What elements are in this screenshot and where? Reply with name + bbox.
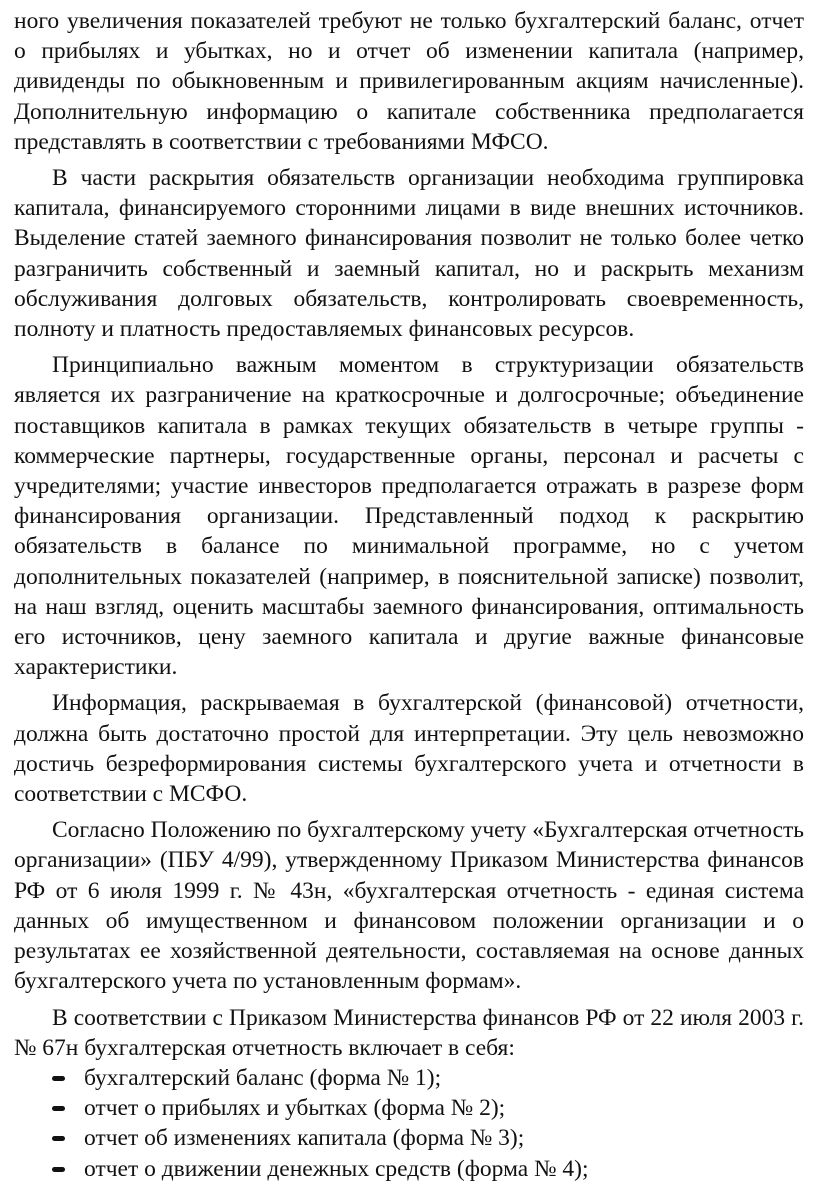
document-page — [14, 6, 804, 1184]
paragraph: В соответствии с Приказом Министерства финансов РФ от 22 июля 2003 г. № 67н бухгалтерская отчетность включает в себя: — [14, 1004, 804, 1061]
report-forms-list — [14, 1063, 804, 1184]
list-item — [52, 1063, 804, 1093]
paragraph: ного увеличения показателей требуют не только бухгалтерский баланс, отчет о прибылях и убытках, но и отчет об изменении капитала (например, дивиденды по обыкновенным и привилегированным акциям начисленные). Дополнительную информацию о капитале собственника предполагается представлять в соответствии с требованиями МФСО. — [14, 8, 804, 155]
paragraph: Согласно Положению по бухгалтерскому учету «Бухгалтерская отчетность организации» (ПБУ 4/99), утвержденному Приказом Министерства финансов РФ от 6 июля 1999 г. № 43н, «бухгалтерская отчетность - единая система данных об имущественном и финансовом положении организации и о результатах ее хозяйственной деятельности, составляемая на основе данных бухгалтерского учета по установленным формам». — [14, 817, 804, 995]
list-item-text: отчет о движении денежных средств (форма № 4); — [84, 1155, 589, 1182]
list-item-text: бухгалтерский баланс (форма № 1); — [84, 1064, 442, 1091]
list-item — [52, 1093, 804, 1123]
list-item-text: отчет о прибылях и убытках (форма № 2); — [84, 1095, 506, 1122]
list-item-text: отчет об изменениях капитала (форма № 3); — [84, 1125, 525, 1152]
list-item — [52, 1154, 804, 1184]
paragraph: Принципиально важным моментом в структуризации обязательств является их разграничение на краткосрочные и долгосрочные; объединение поставщиков капитала в рамках текущих обязательств в четыре группы - коммерческие партнеры, государственные органы, персонал и расчеты с учредителями; участие инвесторов предполагается отражать в разрезе форм финансирования организации. Представленный подход к раскрытию обязательств в балансе по минимальной программе, но с учетом дополнительных показателей (например, в пояснительной записке) позволит, на наш взгляд, оценить масштабы заемного финансирования, оптимальность его источников, цену заемного капитала и другие важные финансовые характеристики. — [14, 352, 804, 681]
dash-bullet-icon — [52, 1167, 65, 1172]
paragraph: В части раскрытия обязательств организации необходима группировка капитала, финансируемого сторонними лицами в виде внешних источников. Выделение статей заемного финансирования позволит не только более четко разграничить собственный и заемный капитал, но и раскрыть механизм обслуживания долговых обязательств, контролировать своевременность, полноту и платность предоставляемых финансовых ресурсов. — [14, 165, 804, 343]
dash-bullet-icon — [52, 1076, 65, 1081]
list-item — [52, 1123, 804, 1153]
paragraph: Информация, раскрываемая в бухгалтерской (финансовой) отчетности, должна быть достаточно простой для интерпретации. Эту цель невозможно достичь безреформирования системы бухгалтерского учета и отчетности в соответствии с МСФО. — [14, 690, 804, 808]
dash-bullet-icon — [52, 1136, 65, 1141]
dash-bullet-icon — [52, 1106, 65, 1111]
